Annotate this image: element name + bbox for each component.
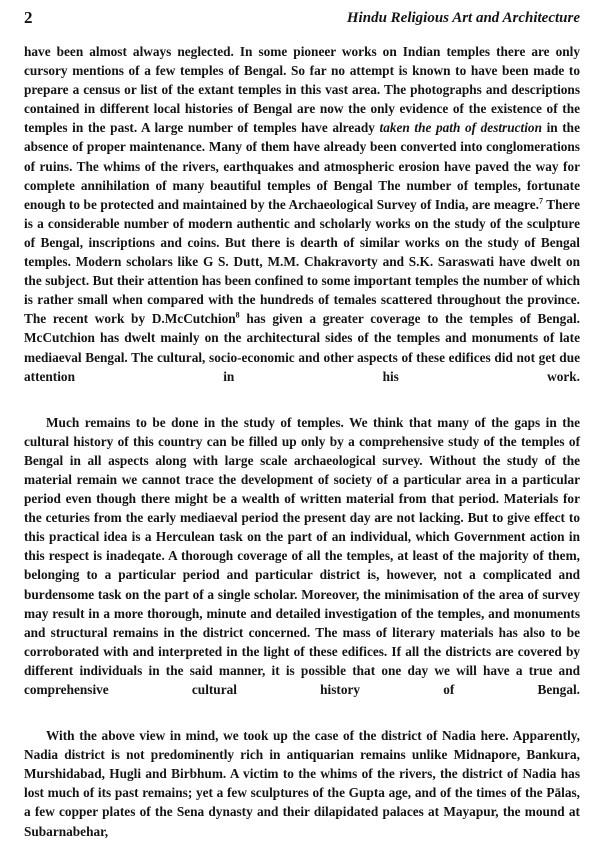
- running-title: Hindu Religious Art and Architecture: [346, 10, 580, 26]
- paragraph-1-text-a: have been almost always neglected. In some pioneer works on Indian temples there are only cursory mentions of a few temples of Bengal. So far no attempt is known to have been made to prepare a census or list of the extant temples in this vast area. The photographs and descriptions contained in different local histories of Bengal are now the only evidence of the existence of the temples in the past. A large number of temples have already: [24, 44, 580, 136]
- paragraph-1-emphasis: taken the path of destruction: [379, 120, 542, 136]
- paragraph-1: [24, 42, 580, 386]
- page-body: [24, 42, 580, 841]
- page-header: [24, 8, 580, 32]
- paragraph-3: With the above view in mind, we took up the case of the district of Nadia here. Apparently, Nadia district is not predominently rich in antiquarian remains unlike Midnapore, Bankura, Murshidabad, Hugli and Birbhum. A victim to the whims of the rivers, the district of Nadia has lost much of its past remains; yet a few sculptures of the Gupta age, and of the times of the Pālas, a few copper plates of the Sena dynasty and their dilapidated palaces at Mayapur, the mound at Subarnabehar,: [24, 728, 580, 839]
- footnote-ref-8: 8: [235, 310, 240, 320]
- paragraph-1-text-b: in the absence of proper maintenance. Many of them have already been converted into conglomerations of ruins. The whims of the rivers, earthquakes and atmospheric erosion have paved the way for complete annihilation of many beautiful temples of Bengal The number of temples, fortunate enough to be protected and maintained by the Archaeological Survey of India, are meagre.: [24, 120, 580, 212]
- paragraph-1-text-c: There is a considerable number of modern authentic and scholarly works on the study of the sculpture of Bengal, inscriptions and coins. But there is dearth of similar works on the study of Bengal temples. Modern scholars like G S. Dutt, M.M. Chakravorty and S.K. Saraswati have dwelt on the subject. But their attention has been confined to some important temples the number of which is rather small when compared with the hundreds of temales scattered throughout the province. The recent work by D.McCutchion: [24, 196, 580, 327]
- paragraph-1-text-d: has given a greater coverage to the temples of Bengal. McCutchion has dwelt mainly on the architectural sides of the temples and monuments of late mediaeval Bengal. The cultural, socio-economic and other aspects of these edifices did not get due attention in his work.: [24, 311, 580, 384]
- footnote-ref-7: 7: [538, 196, 543, 206]
- page-number: 2: [24, 8, 33, 27]
- paragraph-2: Much remains to be done in the study of temples. We think that many of the gaps in the cultural history of this country can be filled up only by a comprehensive study of the temples of Bengal in all aspects along with large scale archaeological survey. Without the study of the material remain we cannot trace the development of society of a particular area in a particular period even though there might be a wealth of written material from that period. Materials for the ceturies from the early mediaeval period the present day are not lacking. But to give effect to this practical idea is a Herculean task on the part of an individual, which Government action in this respect is inadeqate. A thorough coverage of all the temples, at least of the majority of them, belonging to a particular period and particular district is, however, not a complicated and burdensome task on the part of a single scholar. Moreover, the minimisation of the area of survey may result in a more thorough, minute and detailed investigation of the temples, and monuments and structural remains in the district concerned. The mass of literary materials has also to be corroborated with and interpreted in the light of these edifices. If all the districts are covered by different individuals in the said manner, it is possible that one day we will have a true and comprehensive cultural history of Bengal.: [24, 414, 580, 697]
